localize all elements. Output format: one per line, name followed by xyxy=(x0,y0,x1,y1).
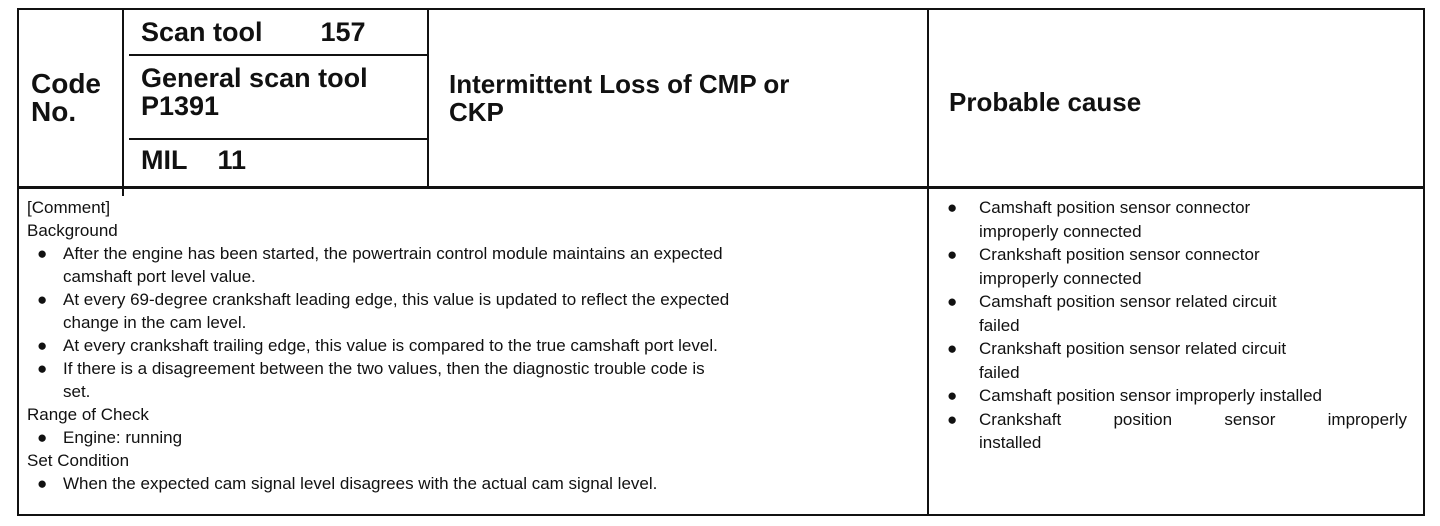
probable-cause-list xyxy=(937,196,1407,455)
cause-item: ● Camshaft position sensor connector improperly connected xyxy=(947,198,1251,241)
set-condition-label: Set Condition xyxy=(27,451,130,470)
list-item: ● If there is a disagreement between the two values, then the diagnostic trouble code is set. xyxy=(37,359,705,401)
probable-cause-heading: Probable cause xyxy=(949,87,1142,117)
divider-code xyxy=(122,10,124,186)
list-item: ● When the expected cam signal level disagrees with the actual cam signal level. xyxy=(37,474,658,493)
comment-heading: [Comment] xyxy=(27,198,111,217)
cause-item: ● Crankshaft position sensor connector improperly connected xyxy=(947,245,1260,288)
scan-tool-row: Scan tool 157 xyxy=(141,17,366,47)
dtc-title: Intermittent Loss of CMP or CKP xyxy=(449,69,790,127)
general-scan-tool-row: General scan tool P1391 xyxy=(141,63,368,121)
cause-item: ● Crankshaft position sensor improperly installed xyxy=(947,409,1407,452)
header-divider xyxy=(19,186,1423,189)
cause-item: ● Camshaft position sensor improperly installed xyxy=(947,386,1322,405)
list-item: ● At every 69-degree crankshaft leading edge, this value is updated to reflect the expected change in the cam level. xyxy=(37,290,730,332)
background-label: Background xyxy=(27,221,118,240)
cause-item: ● Camshaft position sensor related circuit failed xyxy=(947,292,1277,335)
range-of-check-label: Range of Check xyxy=(27,405,149,424)
divider-cause xyxy=(927,10,929,516)
dtc-table xyxy=(17,8,1425,516)
comment-section xyxy=(27,196,917,495)
cause-item: ● Crankshaft position sensor related circuit failed xyxy=(947,339,1287,382)
mil-row: MIL 11 xyxy=(141,145,247,175)
code-no-label: Code No. xyxy=(31,68,101,127)
list-item: ● After the engine has been started, the powertrain control module maintains an expected camshaft port level value. xyxy=(37,244,723,286)
list-item: ● At every crankshaft trailing edge, this value is compared to the true camshaft port level. xyxy=(37,336,718,355)
list-item: ● Engine: running xyxy=(37,428,183,447)
